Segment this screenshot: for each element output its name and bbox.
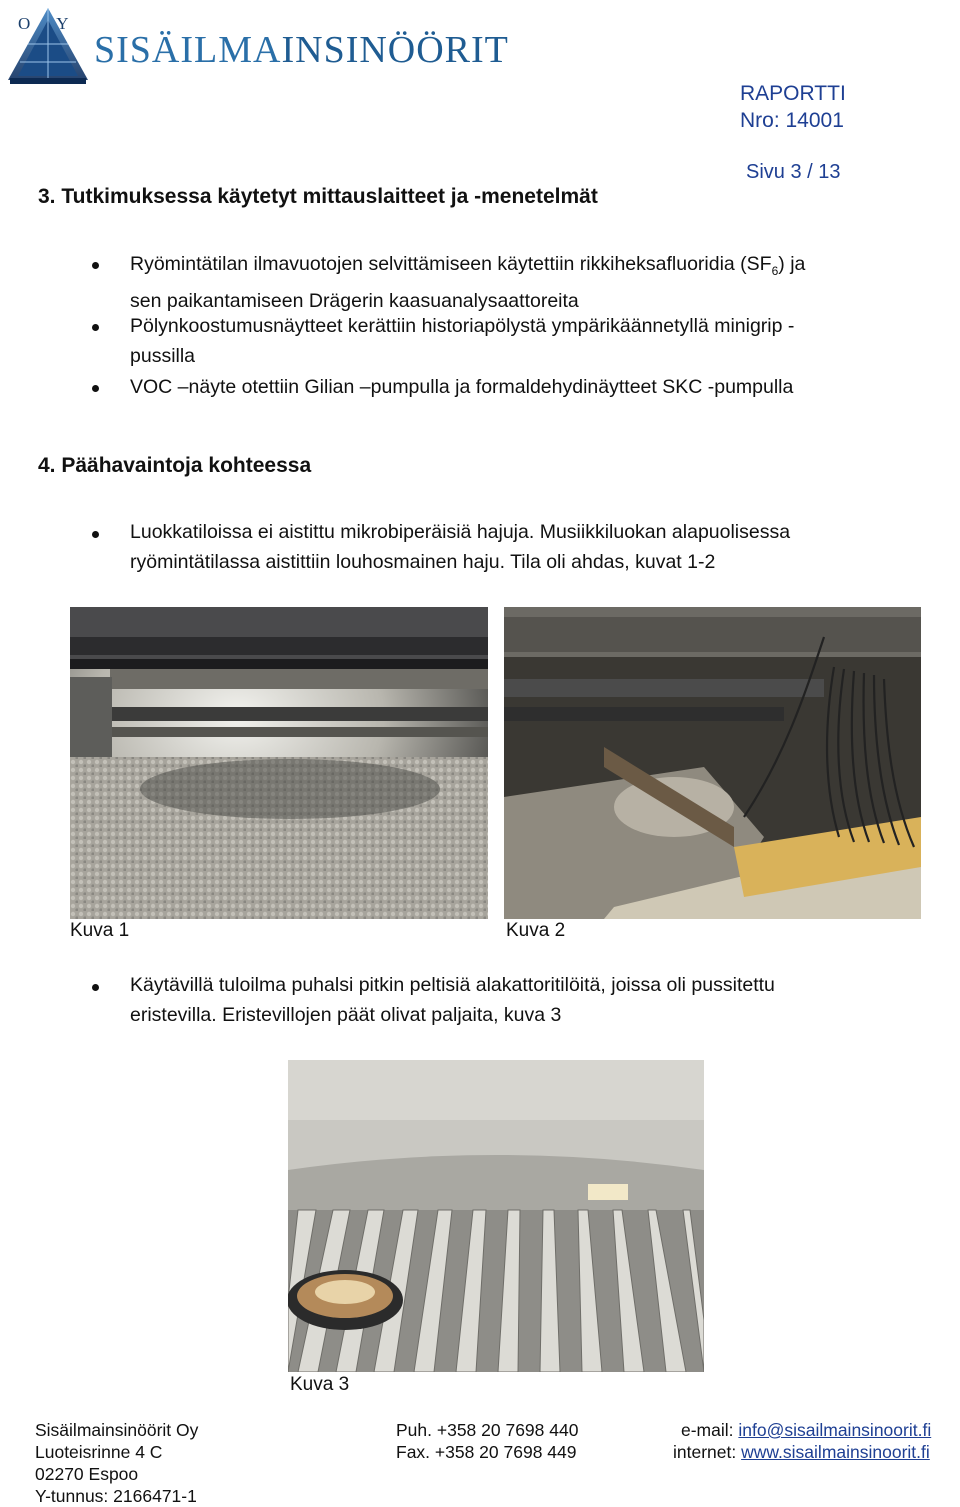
footer-phone-fax	[396, 1419, 578, 1463]
section-3-bullet-2: Pölynkoostumusnäytteet kerättiin historiapölystä ympärikäännetyllä minigrip - pussilla	[130, 315, 795, 367]
report-info	[740, 80, 846, 134]
photo-ceiling-grille	[288, 1060, 704, 1372]
section-4-bullet-2: Käytävillä tuloilma puhalsi pitkin peltisiä alakattoritilöitä, joissa oli pussitettu eristevilla. Eristevillojen päät olivat paljaita, kuva 3	[130, 974, 775, 1026]
photo-1-caption: Kuva 1	[70, 920, 130, 941]
footer-company: Sisäilmainsinöörit Oy	[35, 1420, 199, 1440]
photo-2-caption: Kuva 2	[506, 920, 566, 941]
photo-crawlspace-1	[70, 607, 488, 919]
bullet-dot	[92, 531, 99, 538]
section-3-bullet-3: VOC –näyte otettiin Gilian –pumpulla ja formaldehydinäytteet SKC -pumpulla	[130, 376, 794, 398]
footer-address	[35, 1419, 198, 1507]
photo-crawlspace-2	[504, 607, 921, 919]
footer-web-label: internet:	[673, 1442, 742, 1462]
page-number: Sivu 3 / 13	[746, 161, 841, 183]
footer-email-label: e-mail:	[681, 1420, 739, 1440]
report-label: RAPORTTI	[740, 82, 846, 105]
footer-street: Luoteisrinne 4 C	[35, 1442, 163, 1462]
footer-email-link[interactable]: info@sisailmainsinoorit.fi	[738, 1420, 932, 1440]
bullet-dot	[92, 324, 99, 331]
footer-business-id: Y-tunnus: 2166471-1	[35, 1486, 197, 1506]
footer-fax: Fax. +358 20 7698 449	[396, 1442, 577, 1462]
photo-3-caption: Kuva 3	[290, 1374, 350, 1395]
bullet-dot	[92, 984, 99, 991]
footer-web-link[interactable]: www.sisailmainsinoorit.fi	[741, 1442, 930, 1462]
footer-phone: Puh. +358 20 7698 440	[396, 1420, 579, 1440]
report-number: Nro: 14001	[740, 109, 844, 132]
logo-wordmark: SISÄILMAINSINÖÖRIT	[94, 29, 509, 71]
section-4-heading: 4. Päähavaintoja kohteessa	[38, 454, 312, 477]
logo-oy-text: OY	[18, 14, 95, 33]
footer-contact	[673, 1419, 932, 1463]
section-4-bullet-1: Luokkatiloissa ei aistittu mikrobiperäisiä hajuja. Musiikkiluokan alapuolisessa ryömintätilassa aistittiin louhosmainen haju. Tila oli ahdas, kuvat 1-2	[130, 521, 791, 573]
bullet-dot	[92, 385, 99, 392]
section-3-heading: 3. Tutkimuksessa käytetyt mittauslaitteet ja -menetelmät	[38, 185, 598, 208]
section-3-bullet-1: Ryömintätilan ilmavuotojen selvittämiseen käytettiin rikkiheksafluoridia $(SF_6)$ ja sen paikantamiseen Drägerin kaasuanalysaattoreita	[130, 253, 806, 312]
bullet-dot	[92, 262, 99, 269]
footer-postal: 02270 Espoo	[35, 1464, 139, 1484]
